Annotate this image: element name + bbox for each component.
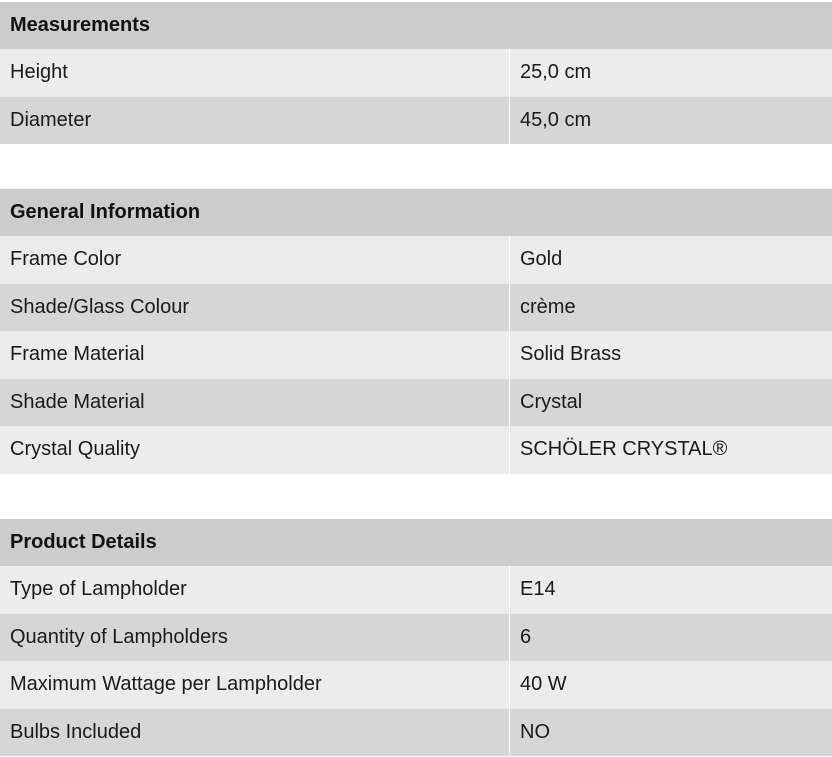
- spec-value: Solid Brass: [520, 343, 622, 366]
- spec-label: Type of Lampholder: [0, 566, 510, 614]
- section-title: Product Details: [0, 519, 832, 566]
- spec-label: Crystal Quality: [0, 426, 510, 474]
- spec-label: Diameter: [0, 97, 510, 145]
- section-measurements: [0, 2, 832, 144]
- table-row: [0, 379, 832, 427]
- spec-value: Crystal: [520, 390, 583, 413]
- spec-value: crème: [520, 295, 576, 318]
- section-product-details: [0, 519, 832, 756]
- spec-value: 40 W: [520, 673, 567, 696]
- table-row: [0, 614, 832, 662]
- spec-value: NO: [520, 720, 550, 743]
- spec-label: Shade Material: [0, 379, 510, 427]
- spec-label: Shade/Glass Colour: [0, 284, 510, 332]
- table-row: [0, 284, 832, 332]
- section-title: General Information: [0, 189, 832, 236]
- table-row: [0, 49, 832, 97]
- table-row: [0, 661, 832, 709]
- spec-value: E14: [520, 578, 556, 601]
- spec-value: SCHÖLER CRYSTAL®: [520, 438, 728, 461]
- spec-label: Quantity of Lampholders: [0, 614, 510, 662]
- spec-value: 45,0 cm: [520, 108, 592, 131]
- section-title: Measurements: [0, 2, 832, 49]
- spec-value: 25,0 cm: [520, 61, 592, 84]
- table-row: [0, 236, 832, 284]
- spec-label: Bulbs Included: [0, 709, 510, 757]
- spec-value: Gold: [520, 248, 563, 271]
- table-row: [0, 426, 832, 474]
- spec-label: Frame Color: [0, 236, 510, 284]
- section-general-information: [0, 189, 832, 474]
- spec-value: 6: [520, 625, 532, 648]
- table-row: [0, 331, 832, 379]
- table-row: [0, 709, 832, 757]
- spec-label: Maximum Wattage per Lampholder: [0, 661, 510, 709]
- spec-label: Frame Material: [0, 331, 510, 379]
- table-row: [0, 566, 832, 614]
- spec-label: Height: [0, 49, 510, 97]
- table-row: [0, 97, 832, 145]
